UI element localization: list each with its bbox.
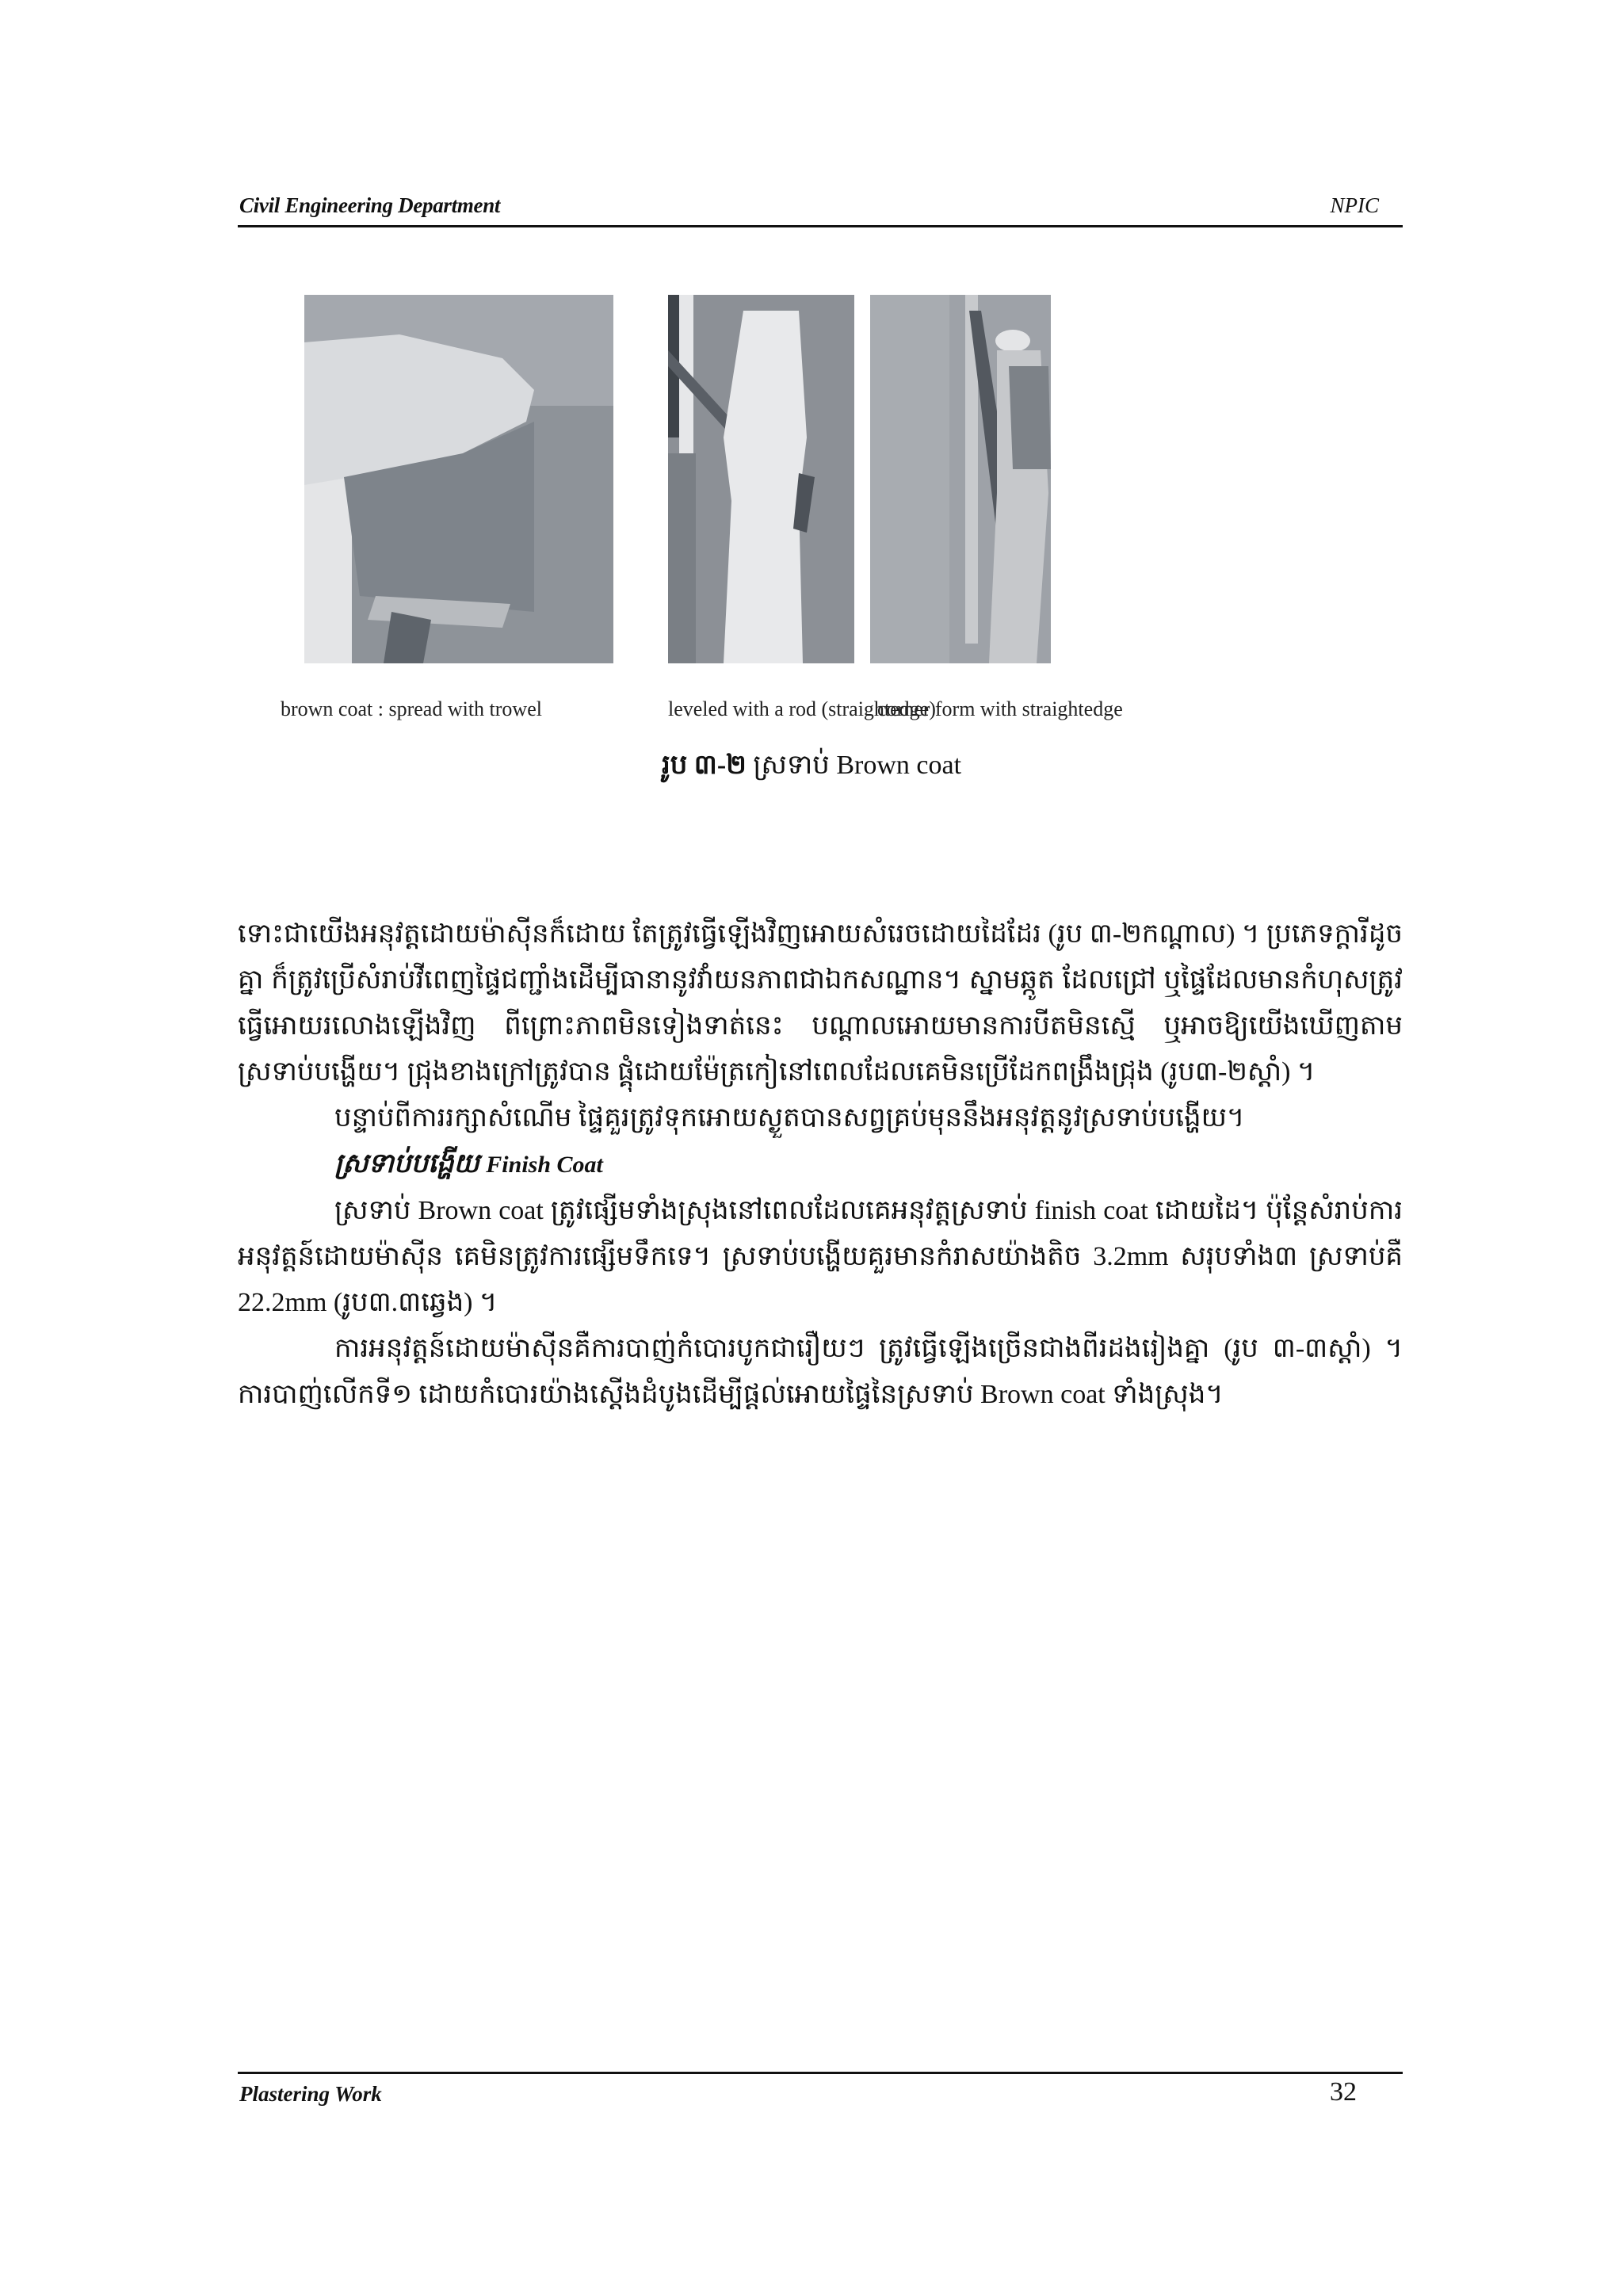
figure-number: រូប ៣-២	[661, 751, 747, 780]
page-header	[238, 190, 1403, 227]
photo-corner-form	[870, 295, 1051, 663]
photo-image	[668, 295, 854, 663]
figure-title-text: ស្រទាប់ Brown coat	[753, 751, 962, 780]
section-heading-english: Finish Coat	[486, 1152, 603, 1178]
body-text	[238, 911, 1403, 1418]
page-footer	[238, 2072, 1403, 2114]
section-heading-finish-coat	[238, 1141, 1403, 1188]
header-department: Civil Engineering Department	[239, 193, 501, 217]
section-heading-khmer: ស្រទាប់បង្ហើយ	[334, 1149, 479, 1179]
photo-caption: corner form with straightedge	[877, 697, 1123, 720]
photo-brown-coat-trowel	[304, 295, 613, 663]
paragraph: ទោះជាយើងអនុវត្តដោយម៉ាស៊ីនក៏ដោយ តែត្រូវធ្វើឡើងវិញអោយសំរេចដោយដៃដែរ (រូប ៣-២កណ្តាល) ។ ប្រភេទក្តារីដូចគ្នា ក៏ត្រូវប្រើសំរាប់វីពេញផ្ទៃជញ្ជាំងដើម្បីធានានូវវាំយនភាពជាឯកសណ្ឋាន។ ស្នាមឆ្កូត ដែលជ្រៅ ឬផ្ទៃដែលមានកំហុសត្រូវធ្វើអោយរលោងឡើងវិញ ពីព្រោះភាពមិនទៀងទាត់នេះ បណ្តាលអោយមានការបីតមិនស្មើ ឬអាចឱ្យយើងឃើញតាមស្រទាប់បង្ហើយ។ ជ្រុងខាងក្រៅត្រូវបាន ផ្គុំដោយម៉ែត្រកៀនៅពេលដែលគេមិនប្រើដែកពង្រឹងជ្រុង (រូប៣-២ស្តាំ) ។	[238, 919, 1403, 1087]
photo-leveled-with-rod	[668, 295, 854, 663]
header-institution: NPIC	[1330, 193, 1379, 217]
photo-image	[304, 295, 613, 663]
photo-caption: brown coat : spread with trowel	[281, 697, 542, 720]
paragraph: បន្ទាប់ពីការរក្សាសំណើម ផ្ទៃគួរត្រូវទុកអោយស្ងួតបានសព្វគ្រប់មុននឹងអនុវត្តនូវស្រទាប់បង្ហើយ។	[334, 1103, 1245, 1133]
footer-chapter-title: Plastering Work	[239, 2082, 382, 2106]
photo-image	[870, 295, 1051, 663]
figure-title	[0, 747, 1623, 787]
figure-photos	[0, 295, 1623, 739]
page-number: 32	[1330, 2077, 1357, 2107]
photo-caption: leveled with a rod (straightedge)	[668, 697, 936, 720]
paragraph: ការអនុវត្តន៍ដោយម៉ាស៊ីនគឺការបាញ់កំបោរបូកជារឿយៗ ត្រូវធ្វើឡើងច្រើនជាងពីរដងរៀងគ្នា (រូប ៣-៣ស្តាំ) ។ ការបាញ់លើកទី១ ដោយកំបោរយ៉ាងស្តើងដំបូងដើម្បីផ្តល់អោយផ្ទៃនៃស្រទាប់ Brown coat ទាំងស្រុង។	[238, 1334, 1403, 1409]
paragraph: ស្រទាប់ Brown coat ត្រូវផ្សើមទាំងស្រុងនៅពេលដែលគេអនុវត្តស្រទាប់ finish coat ដោយដៃ។ ប៉ុន្តែសំរាប់ការអនុវត្តន៍ដោយម៉ាស៊ីន គេមិនត្រូវការផ្សើមទឹកទេ។ ស្រទាប់បង្ហើយគួរមានកំរាសយ៉ាងតិច 3.2mm សរុបទាំង៣ ស្រទាប់គឺ 22.2mm (រូប៣.៣ឆ្វេង) ។	[238, 1196, 1403, 1317]
